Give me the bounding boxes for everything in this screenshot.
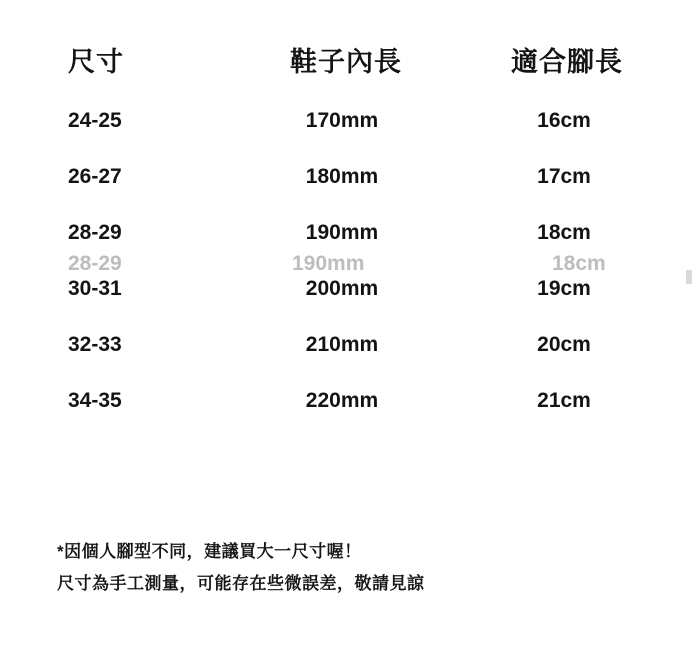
cell-foot-length: 18cm bbox=[537, 221, 591, 244]
column-header-inner-length: 鞋子內長 bbox=[290, 47, 402, 77]
note-line-2: 尺寸為手工測量，可能存在些微誤差，敬請見諒 bbox=[57, 574, 425, 593]
cell-size: 34-35 bbox=[68, 389, 122, 412]
table-row bbox=[0, 93, 692, 149]
cell-inner-length: 210mm bbox=[305, 333, 379, 356]
cell-size: 26-27 bbox=[68, 165, 122, 188]
table-row bbox=[0, 149, 692, 205]
cell-size: 24-25 bbox=[68, 109, 122, 132]
table-row bbox=[0, 261, 692, 317]
table-row bbox=[0, 373, 692, 429]
column-header-size: 尺寸 bbox=[68, 47, 124, 77]
cell-foot-length: 17cm bbox=[537, 165, 591, 188]
size-chart-table bbox=[0, 34, 692, 429]
clipped-cell-inner-length: 190mm bbox=[292, 252, 365, 275]
notes-section bbox=[57, 536, 657, 600]
cell-size: 28-29 bbox=[68, 221, 122, 244]
column-header-foot-length: 適合腳長 bbox=[511, 47, 623, 77]
cell-inner-length: 190mm bbox=[305, 221, 379, 244]
table-row bbox=[0, 205, 692, 261]
cell-size: 32-33 bbox=[68, 333, 122, 356]
cell-inner-length: 170mm bbox=[305, 109, 379, 132]
cell-inner-length: 200mm bbox=[305, 277, 379, 300]
note-line-1: *因個人腳型不同，建議買大一尺寸喔！ bbox=[57, 542, 362, 561]
cell-foot-length: 20cm bbox=[537, 333, 591, 356]
table-header-row bbox=[0, 34, 692, 93]
page-edge-mark bbox=[686, 270, 692, 284]
clipped-cell-size: 28-29 bbox=[68, 252, 122, 275]
cell-inner-length: 180mm bbox=[305, 165, 379, 188]
table-row bbox=[0, 317, 692, 373]
cell-foot-length: 21cm bbox=[537, 389, 591, 412]
cell-foot-length: 19cm bbox=[537, 277, 591, 300]
cell-foot-length: 16cm bbox=[537, 109, 591, 132]
cell-size: 30-31 bbox=[68, 277, 122, 300]
cell-inner-length: 220mm bbox=[305, 389, 379, 412]
clipped-cell-foot-length: 18cm bbox=[552, 252, 606, 275]
